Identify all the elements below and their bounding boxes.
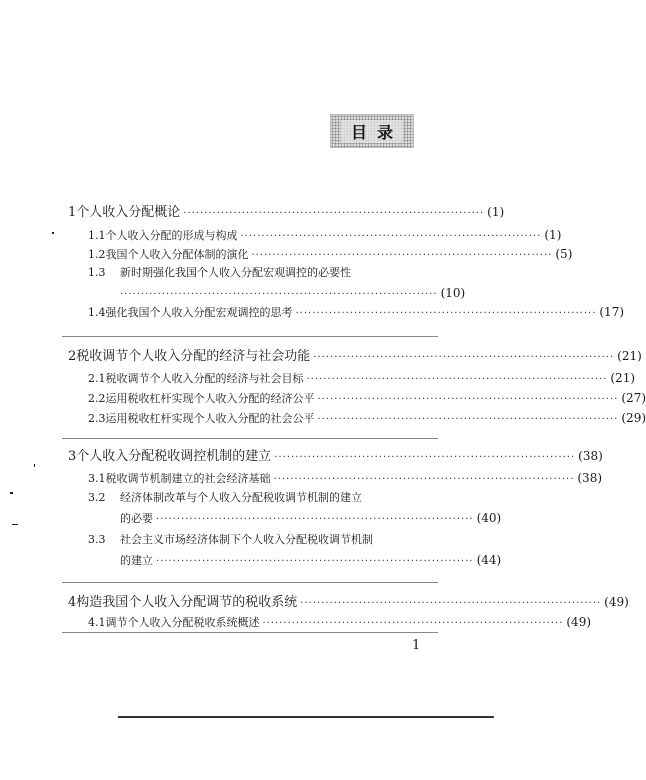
toc-section-1-2[interactable] [0, 244, 573, 264]
leader-dots: ········································································ [317, 394, 619, 405]
section-page: (27) [621, 391, 646, 405]
toc-section-3-1[interactable] [0, 468, 603, 488]
toc-chapter-1[interactable] [0, 202, 504, 222]
toc-section-1-4[interactable] [0, 302, 625, 322]
leader-dots: ········································································ [273, 474, 575, 485]
leader-dots: ········································································ [317, 414, 619, 425]
chapter-page: (49) [604, 595, 629, 609]
section-title: 强化我国个人收入分配宏观调控的思考 [105, 306, 293, 319]
section-number: 1.2 [88, 248, 106, 261]
chapter-page: (1) [487, 205, 505, 219]
section-page: (5) [555, 247, 573, 261]
toc-heading-text: 目录 [341, 120, 403, 143]
section-divider [62, 632, 438, 633]
section-number: 2.3 [88, 412, 106, 425]
section-page: (1) [544, 228, 562, 242]
section-number: 3.2 [88, 491, 106, 504]
scan-speck [52, 232, 54, 234]
leader-dots: ········································································ [313, 352, 615, 363]
chapter-title: 个人收入分配概论 [76, 205, 181, 220]
section-number: 1.1 [88, 229, 106, 242]
chapter-page: (21) [617, 349, 642, 363]
leader-dots: ············································································ [156, 514, 474, 525]
leader-dots: ········································································ [183, 208, 485, 219]
toc-section-3-2-cont[interactable] [0, 508, 504, 528]
toc-heading [330, 114, 414, 148]
section-title-cont: 的必要 [120, 512, 153, 525]
chapter-title: 税收调节个人收入分配的经济与社会功能 [76, 349, 311, 364]
toc-section-2-2[interactable] [0, 388, 646, 408]
section-title: 税收调节个人收入分配的经济与社会目标 [105, 372, 304, 385]
chapter-number: 3 [68, 449, 77, 464]
leader-dots: ············································································ [156, 556, 474, 567]
leader-dots: ············································································ [120, 289, 438, 300]
toc-section-4-1[interactable] [0, 612, 592, 632]
section-number: 1.4 [88, 306, 106, 319]
chapter-divider [62, 438, 438, 439]
toc-section-1-1[interactable] [0, 225, 562, 245]
leader-dots: ········································································ [251, 250, 553, 261]
section-page: (44) [476, 553, 502, 567]
section-title: 运用税收杠杆实现个人收入分配的社会公平 [105, 412, 315, 425]
chapter-number: 4 [68, 595, 77, 610]
section-title: 社会主义市场经济体制下个人收入分配税收调节机制 [120, 533, 373, 546]
toc-chapter-3[interactable] [0, 446, 603, 466]
scan-speck [10, 492, 13, 494]
chapter-title: 个人收入分配税收调控机制的建立 [76, 449, 272, 464]
toc-chapter-2[interactable] [0, 346, 642, 366]
scan-artifact-line [118, 716, 494, 718]
section-number: 2.2 [88, 392, 106, 405]
section-title: 经济体制改革与个人收入分配税收调节机制的建立 [120, 491, 362, 504]
toc-chapter-4[interactable] [0, 592, 629, 612]
section-number: 2.1 [88, 372, 106, 385]
leader-dots: ········································································ [306, 374, 608, 385]
leader-dots: ········································································ [240, 231, 542, 242]
section-title: 调节个人收入分配税收系统概述 [105, 616, 260, 629]
scan-speck [12, 524, 18, 525]
leader-dots: ········································································ [274, 452, 576, 463]
chapter-divider [62, 582, 438, 583]
section-page: (29) [621, 411, 646, 425]
section-title-cont: 的建立 [120, 554, 153, 567]
chapter-title: 构造我国个人收入分配调节的税收系统 [76, 595, 298, 610]
toc-section-1-3-cont[interactable] [0, 283, 504, 303]
leader-dots: ········································································ [300, 598, 602, 609]
section-number: 1.3 [88, 266, 106, 279]
section-title: 我国个人收入分配体制的演化 [105, 248, 249, 261]
section-page: (21) [610, 371, 636, 385]
section-number: 3.1 [88, 472, 106, 485]
chapter-number: 1 [68, 205, 77, 220]
toc-section-1-3[interactable] [0, 263, 504, 283]
section-page: (38) [577, 471, 603, 485]
section-page: (40) [476, 511, 502, 525]
page-number: 1 [412, 638, 421, 653]
leader-dots: ········································································ [262, 618, 564, 629]
section-number: 4.1 [88, 616, 106, 629]
section-title: 新时期强化我国个人收入分配宏观调控的必要性 [120, 266, 351, 279]
toc-section-2-1[interactable] [0, 368, 636, 388]
toc-section-3-3[interactable] [0, 530, 504, 550]
chapter-divider [62, 336, 438, 337]
toc-section-3-2[interactable] [0, 488, 504, 508]
section-title: 个人收入分配的形成与构成 [105, 229, 238, 242]
chapter-page: (38) [578, 449, 603, 463]
scan-speck [34, 464, 35, 467]
section-title: 运用税收杠杆实现个人收入分配的经济公平 [105, 392, 315, 405]
leader-dots: ········································································ [295, 308, 597, 319]
section-number: 3.3 [88, 533, 106, 546]
toc-section-3-3-cont[interactable] [0, 550, 504, 570]
section-title: 税收调节机制建立的社会经济基础 [105, 472, 271, 485]
section-page: (10) [440, 286, 466, 300]
toc-section-2-3[interactable] [0, 408, 646, 428]
section-page: (17) [599, 305, 625, 319]
section-page: (49) [566, 615, 592, 629]
chapter-number: 2 [68, 349, 77, 364]
